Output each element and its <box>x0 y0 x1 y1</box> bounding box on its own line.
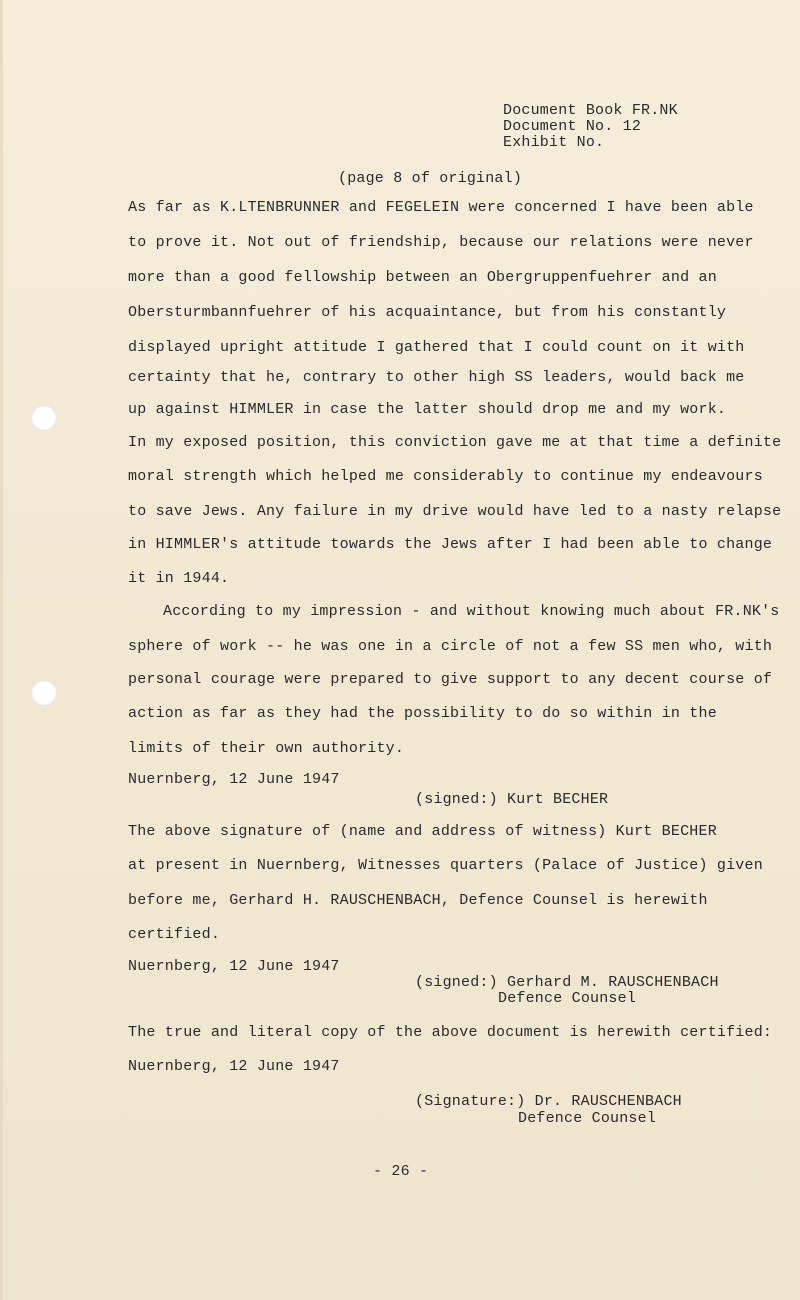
text-line: certainty that he, contrary to other high SS leaders, would back me <box>128 369 745 386</box>
text-line: According to my impression - and without knowing much about FR.NK's <box>163 603 780 620</box>
page-number: - 26 - <box>373 1163 429 1180</box>
text-line: action as far as they had the possibility to do so within in the <box>128 705 717 722</box>
text-line: The above signature of (name and address of witness) Kurt BECHER <box>128 823 717 840</box>
text-line: at present in Nuernberg, Witnesses quarters (Palace of Justice) given <box>128 857 763 874</box>
text-line: The true and literal copy of the above document is herewith certified: <box>128 1024 773 1041</box>
exhibit-label: Exhibit No. <box>503 134 605 151</box>
punch-hole <box>31 405 57 431</box>
text-line: before me, Gerhard H. RAUSCHENBACH, Defence Counsel is herewith <box>128 892 708 909</box>
text-line: Obersturmbannfuehrer of his acquaintance, but from his constantly <box>128 304 727 321</box>
text-line: In my exposed position, this conviction gave me at that time a definite <box>128 434 782 451</box>
text-line: to prove it. Not out of friendship, because our relations were never <box>128 234 754 251</box>
place-date: Nuernberg, 12 June 1947 <box>128 771 340 788</box>
text-line: displayed upright attitude I gathered that I could count on it with <box>128 339 745 356</box>
text-line: certified. <box>128 926 221 943</box>
text-line: in HIMMLER's attitude towards the Jews after I had been able to change <box>128 536 773 553</box>
text-line: more than a good fellowship between an Obergruppenfuehrer and an <box>128 269 717 286</box>
place-date: Nuernberg, 12 June 1947 <box>128 958 340 975</box>
punch-hole <box>31 680 57 706</box>
place-date: Nuernberg, 12 June 1947 <box>128 1058 340 1075</box>
text-line: sphere of work -- he was one in a circle of not a few SS men who, with <box>128 638 773 655</box>
text-line: to save Jews. Any failure in my drive would have led to a nasty relapse <box>128 503 782 520</box>
document-book-label: Document Book FR.NK <box>503 102 678 119</box>
text-line: it in 1944. <box>128 570 230 587</box>
signature-line: (signed:) Gerhard M. RAUSCHENBACH <box>415 974 719 991</box>
document-header <box>503 103 678 151</box>
signature-title: Defence Counsel <box>518 1110 657 1127</box>
signature-line: (signed:) Kurt BECHER <box>415 791 609 808</box>
signature-line: (Signature:) Dr. RAUSCHENBACH <box>415 1093 682 1110</box>
signature-title: Defence Counsel <box>498 990 637 1007</box>
text-line: limits of their own authority. <box>128 740 405 757</box>
text-line: As far as K.LTENBRUNNER and FEGELEIN were concerned I have been able <box>128 199 754 216</box>
text-line: up against HIMMLER in case the latter should drop me and my work. <box>128 401 727 418</box>
text-line: moral strength which helped me considerably to continue my endeavours <box>128 468 763 485</box>
page-of-original: (page 8 of original) <box>338 170 523 187</box>
text-line: personal courage were prepared to give support to any decent course of <box>128 671 773 688</box>
document-number-label: Document No. 12 <box>503 118 642 135</box>
